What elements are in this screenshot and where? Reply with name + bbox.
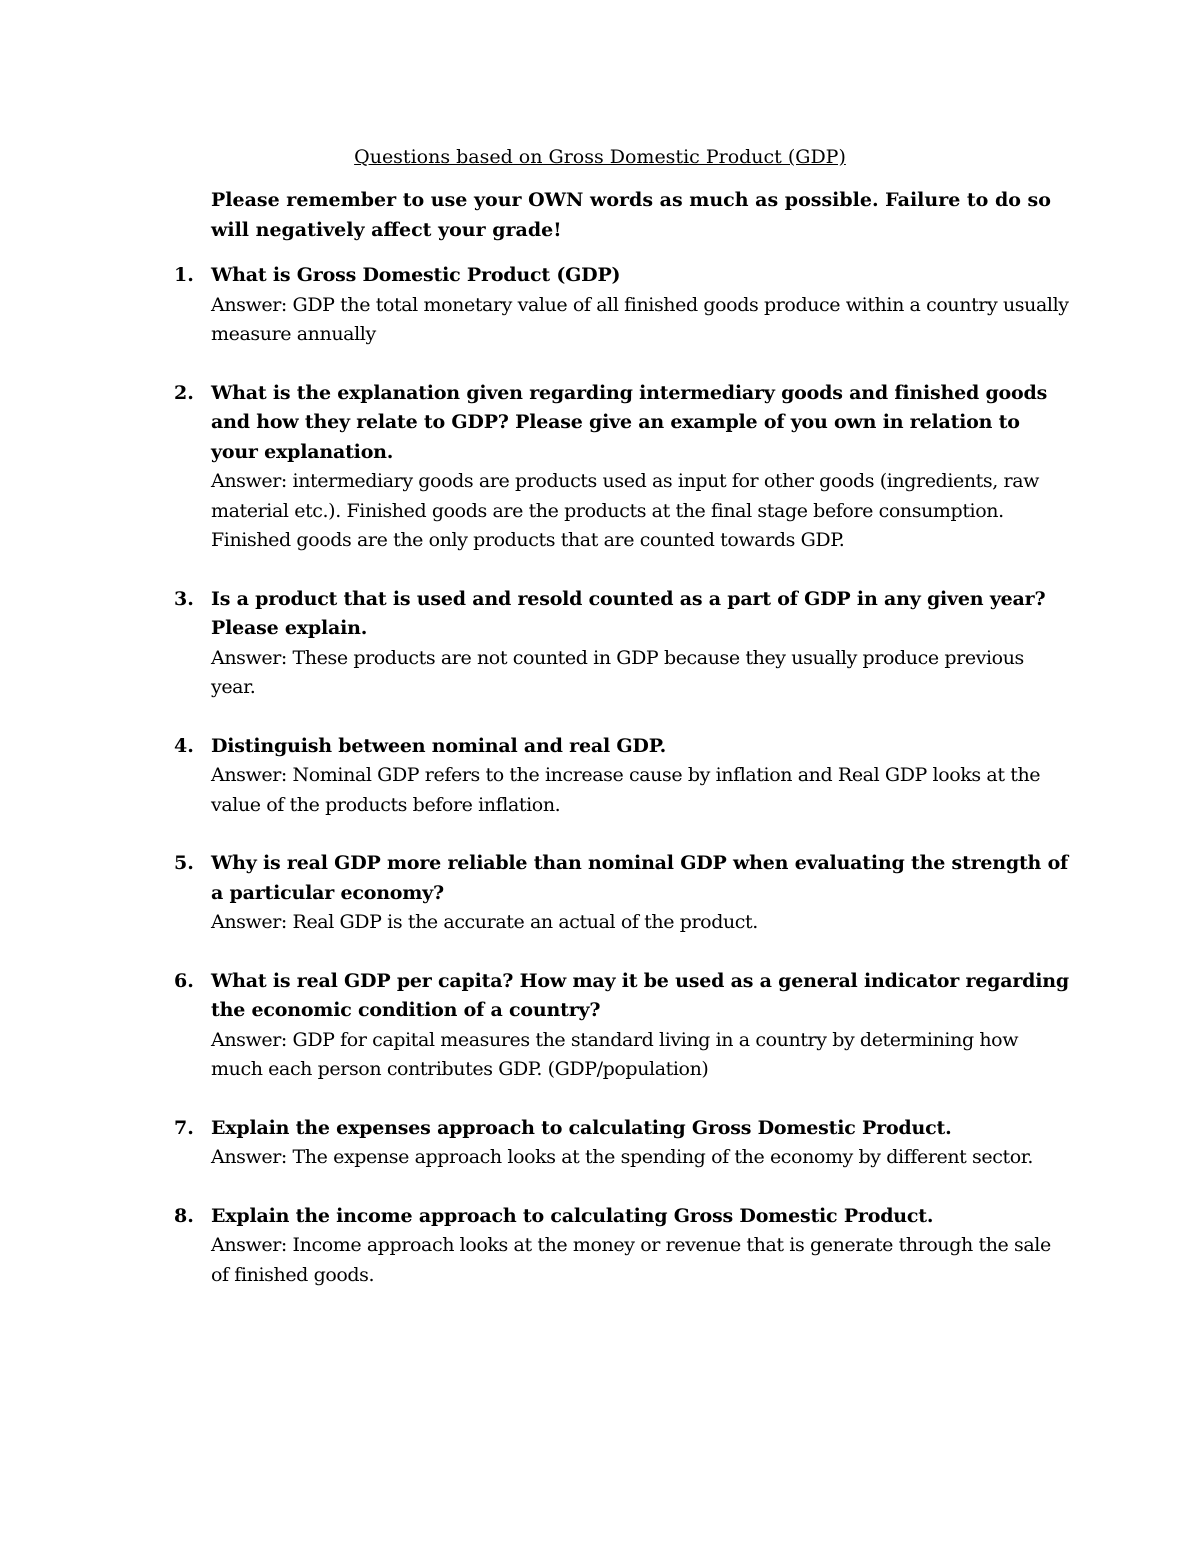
instructions-notice: Please remember to use your OWN words as much as possible. Failure to do so will negatively affect your grade! <box>211 189 1051 241</box>
question-number: 6. <box>174 969 194 992</box>
question-number: 8. <box>174 1204 194 1227</box>
question-item-6 <box>0 967 1071 1085</box>
answer-text: Answer: The expense approach looks at the spending of the economy by different sector. <box>211 1146 1034 1168</box>
answer-text: Answer: GDP for capital measures the standard living in a country by determining how much each person contributes GDP. (GDP/population) <box>211 1028 1019 1080</box>
question-item-1 <box>0 261 1071 350</box>
question-list <box>0 261 1200 1319</box>
question-number: 2. <box>174 381 194 404</box>
question-text: What is Gross Domestic Product (GDP) <box>211 264 621 286</box>
question-text: Explain the expenses approach to calculating Gross Domestic Product. <box>211 1116 952 1139</box>
question-item-2 <box>0 379 1071 556</box>
question-number: 5. <box>174 852 194 874</box>
question-number: 1. <box>174 264 194 286</box>
answer-text: Answer: Real GDP is the accurate an actual of the product. <box>211 911 758 933</box>
question-number: 3. <box>174 587 194 610</box>
question-number: 7. <box>174 1116 194 1139</box>
answer-text: Answer: intermediary goods are products used as input for other goods (ingredients, raw material etc.). Finished goods are the products at the final stage before consumption. Finished goods are the only products that are counted towards GDP. <box>211 470 1040 551</box>
question-number: 4. <box>174 734 194 757</box>
answer-text: Answer: Income approach looks at the money or revenue that is generate through the sale of finished goods. <box>211 1234 1051 1286</box>
question-text: Distinguish between nominal and real GDP. <box>211 734 667 757</box>
question-text: Explain the income approach to calculating Gross Domestic Product. <box>211 1204 934 1227</box>
answer-text: Answer: Nominal GDP refers to the increase cause by inflation and Real GDP looks at the value of the products before inflation. <box>211 764 1041 816</box>
question-item-4 <box>0 732 1071 821</box>
question-text: Why is real GDP more reliable than nominal GDP when evaluating the strength of a particular economy? <box>211 852 1069 904</box>
question-text: Is a product that is used and resold counted as a part of GDP in any given year? Please explain. <box>211 587 1046 639</box>
question-item-5 <box>0 849 1071 938</box>
question-item-8 <box>0 1202 1071 1291</box>
question-text: What is the explanation given regarding intermediary goods and finished goods and how they relate to GDP? Please give an example of you own in relation to your explanation. <box>211 381 1048 463</box>
question-item-7 <box>0 1114 1071 1173</box>
question-text: What is real GDP per capita? How may it be used as a general indicator regarding the economic condition of a country? <box>211 969 1069 1021</box>
question-item-3 <box>0 585 1071 703</box>
document-title: Questions based on Gross Domestic Product (GDP) <box>354 146 846 168</box>
answer-text: Answer: These products are not counted in GDP because they usually produce previous year. <box>211 646 1024 698</box>
answer-text: Answer: GDP the total monetary value of all finished goods produce within a country usually measure annually <box>211 293 1069 345</box>
